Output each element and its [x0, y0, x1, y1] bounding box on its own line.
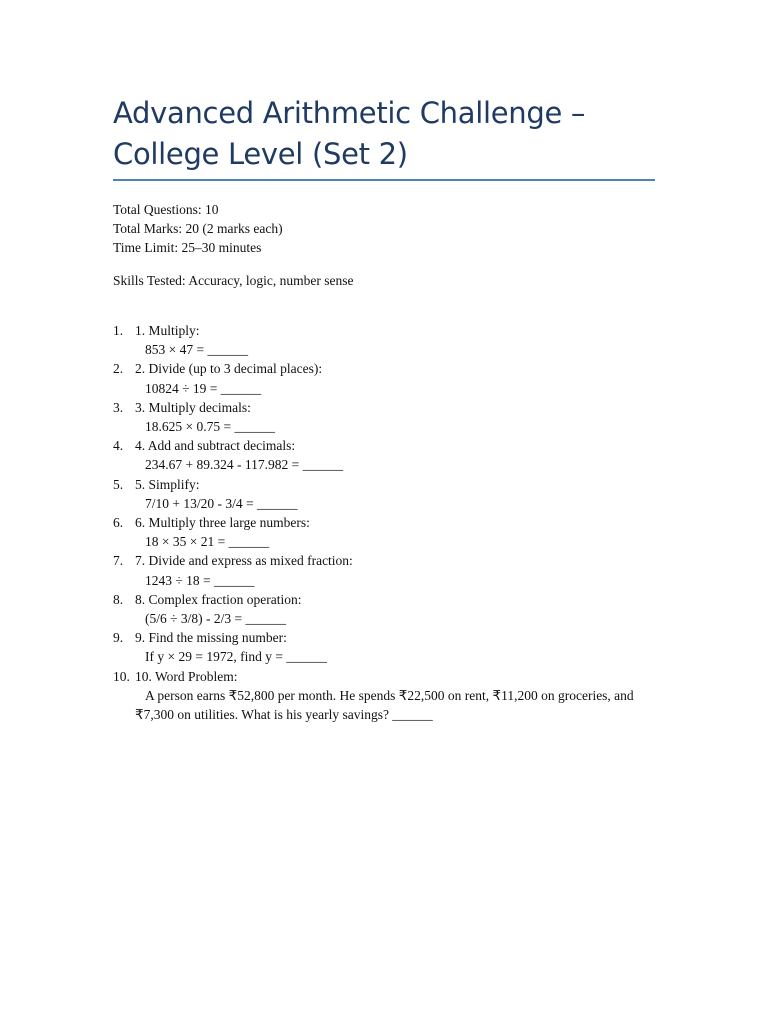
question-number: 7. [113, 553, 124, 569]
question-item [113, 628, 658, 666]
question-prompt: 9. Find the missing number: [135, 630, 287, 646]
question-number: 10. [113, 668, 130, 684]
question-prompt: 1. Multiply: [135, 323, 200, 338]
question-number: 4. [113, 438, 124, 454]
total-marks: Total Marks: 20 (2 marks each) [113, 221, 283, 236]
question-expression: 18 × 35 × 21 = ______ [145, 534, 270, 550]
question-number: 5. [113, 476, 124, 492]
question-expression: 853 × 47 = ______ [145, 342, 248, 358]
question-item [113, 436, 658, 474]
question-prompt: 5. Simplify: [135, 476, 200, 492]
word-problem-text: A person earns ₹52,800 per month. He spends ₹22,500 on rent, ₹11,200 on groceries, and ₹7,300 on utilities. What is his yearly savings? ______ [135, 687, 634, 723]
question-number: 9. [113, 630, 124, 646]
question-prompt: 2. Divide (up to 3 decimal places): [135, 361, 323, 377]
question-expression: 10824 ÷ 19 = ______ [145, 380, 262, 396]
question-item [113, 590, 658, 628]
question-item [113, 359, 658, 397]
question-number: 3. [113, 399, 124, 415]
skills-tested: Skills Tested: Accuracy, logic, number sense [113, 273, 354, 288]
question-prompt: 7. Divide and express as mixed fraction: [135, 553, 353, 569]
page-title: Advanced Arithmetic Challenge – College Level (Set 2) [113, 96, 586, 171]
question-item [113, 667, 658, 725]
question-prompt: 8. Complex fraction operation: [135, 591, 302, 607]
question-list [113, 321, 658, 724]
question-prompt: 3. Multiply decimals: [135, 399, 251, 415]
question-number: 6. [113, 515, 124, 531]
title-underline [113, 179, 655, 181]
question-expression: If y × 29 = 1972, find y = ______ [145, 649, 327, 665]
question-prompt: 6. Multiply three large numbers: [135, 515, 310, 531]
question-expression: 1243 ÷ 18 = ______ [145, 572, 255, 588]
question-item [113, 551, 658, 589]
question-item [113, 475, 658, 513]
question-item [113, 321, 658, 359]
question-item [113, 398, 658, 436]
test-info [113, 200, 283, 257]
question-expression: 18.625 × 0.75 = ______ [145, 419, 275, 435]
question-expression: 234.67 + 89.324 - 117.982 = ______ [145, 457, 344, 473]
question-number: 1. [113, 323, 124, 338]
question-number: 2. [113, 361, 124, 377]
question-expression: (5/6 ÷ 3/8) - 2/3 = ______ [145, 611, 287, 627]
time-limit: Time Limit: 25–30 minutes [113, 240, 262, 255]
question-prompt: 10. Word Problem: [135, 668, 238, 684]
question-number: 8. [113, 591, 124, 607]
total-questions: Total Questions: 10 [113, 202, 219, 217]
question-item [113, 513, 658, 551]
question-expression: 7/10 + 13/20 - 3/4 = ______ [145, 495, 298, 511]
question-prompt: 4. Add and subtract decimals: [135, 438, 296, 454]
